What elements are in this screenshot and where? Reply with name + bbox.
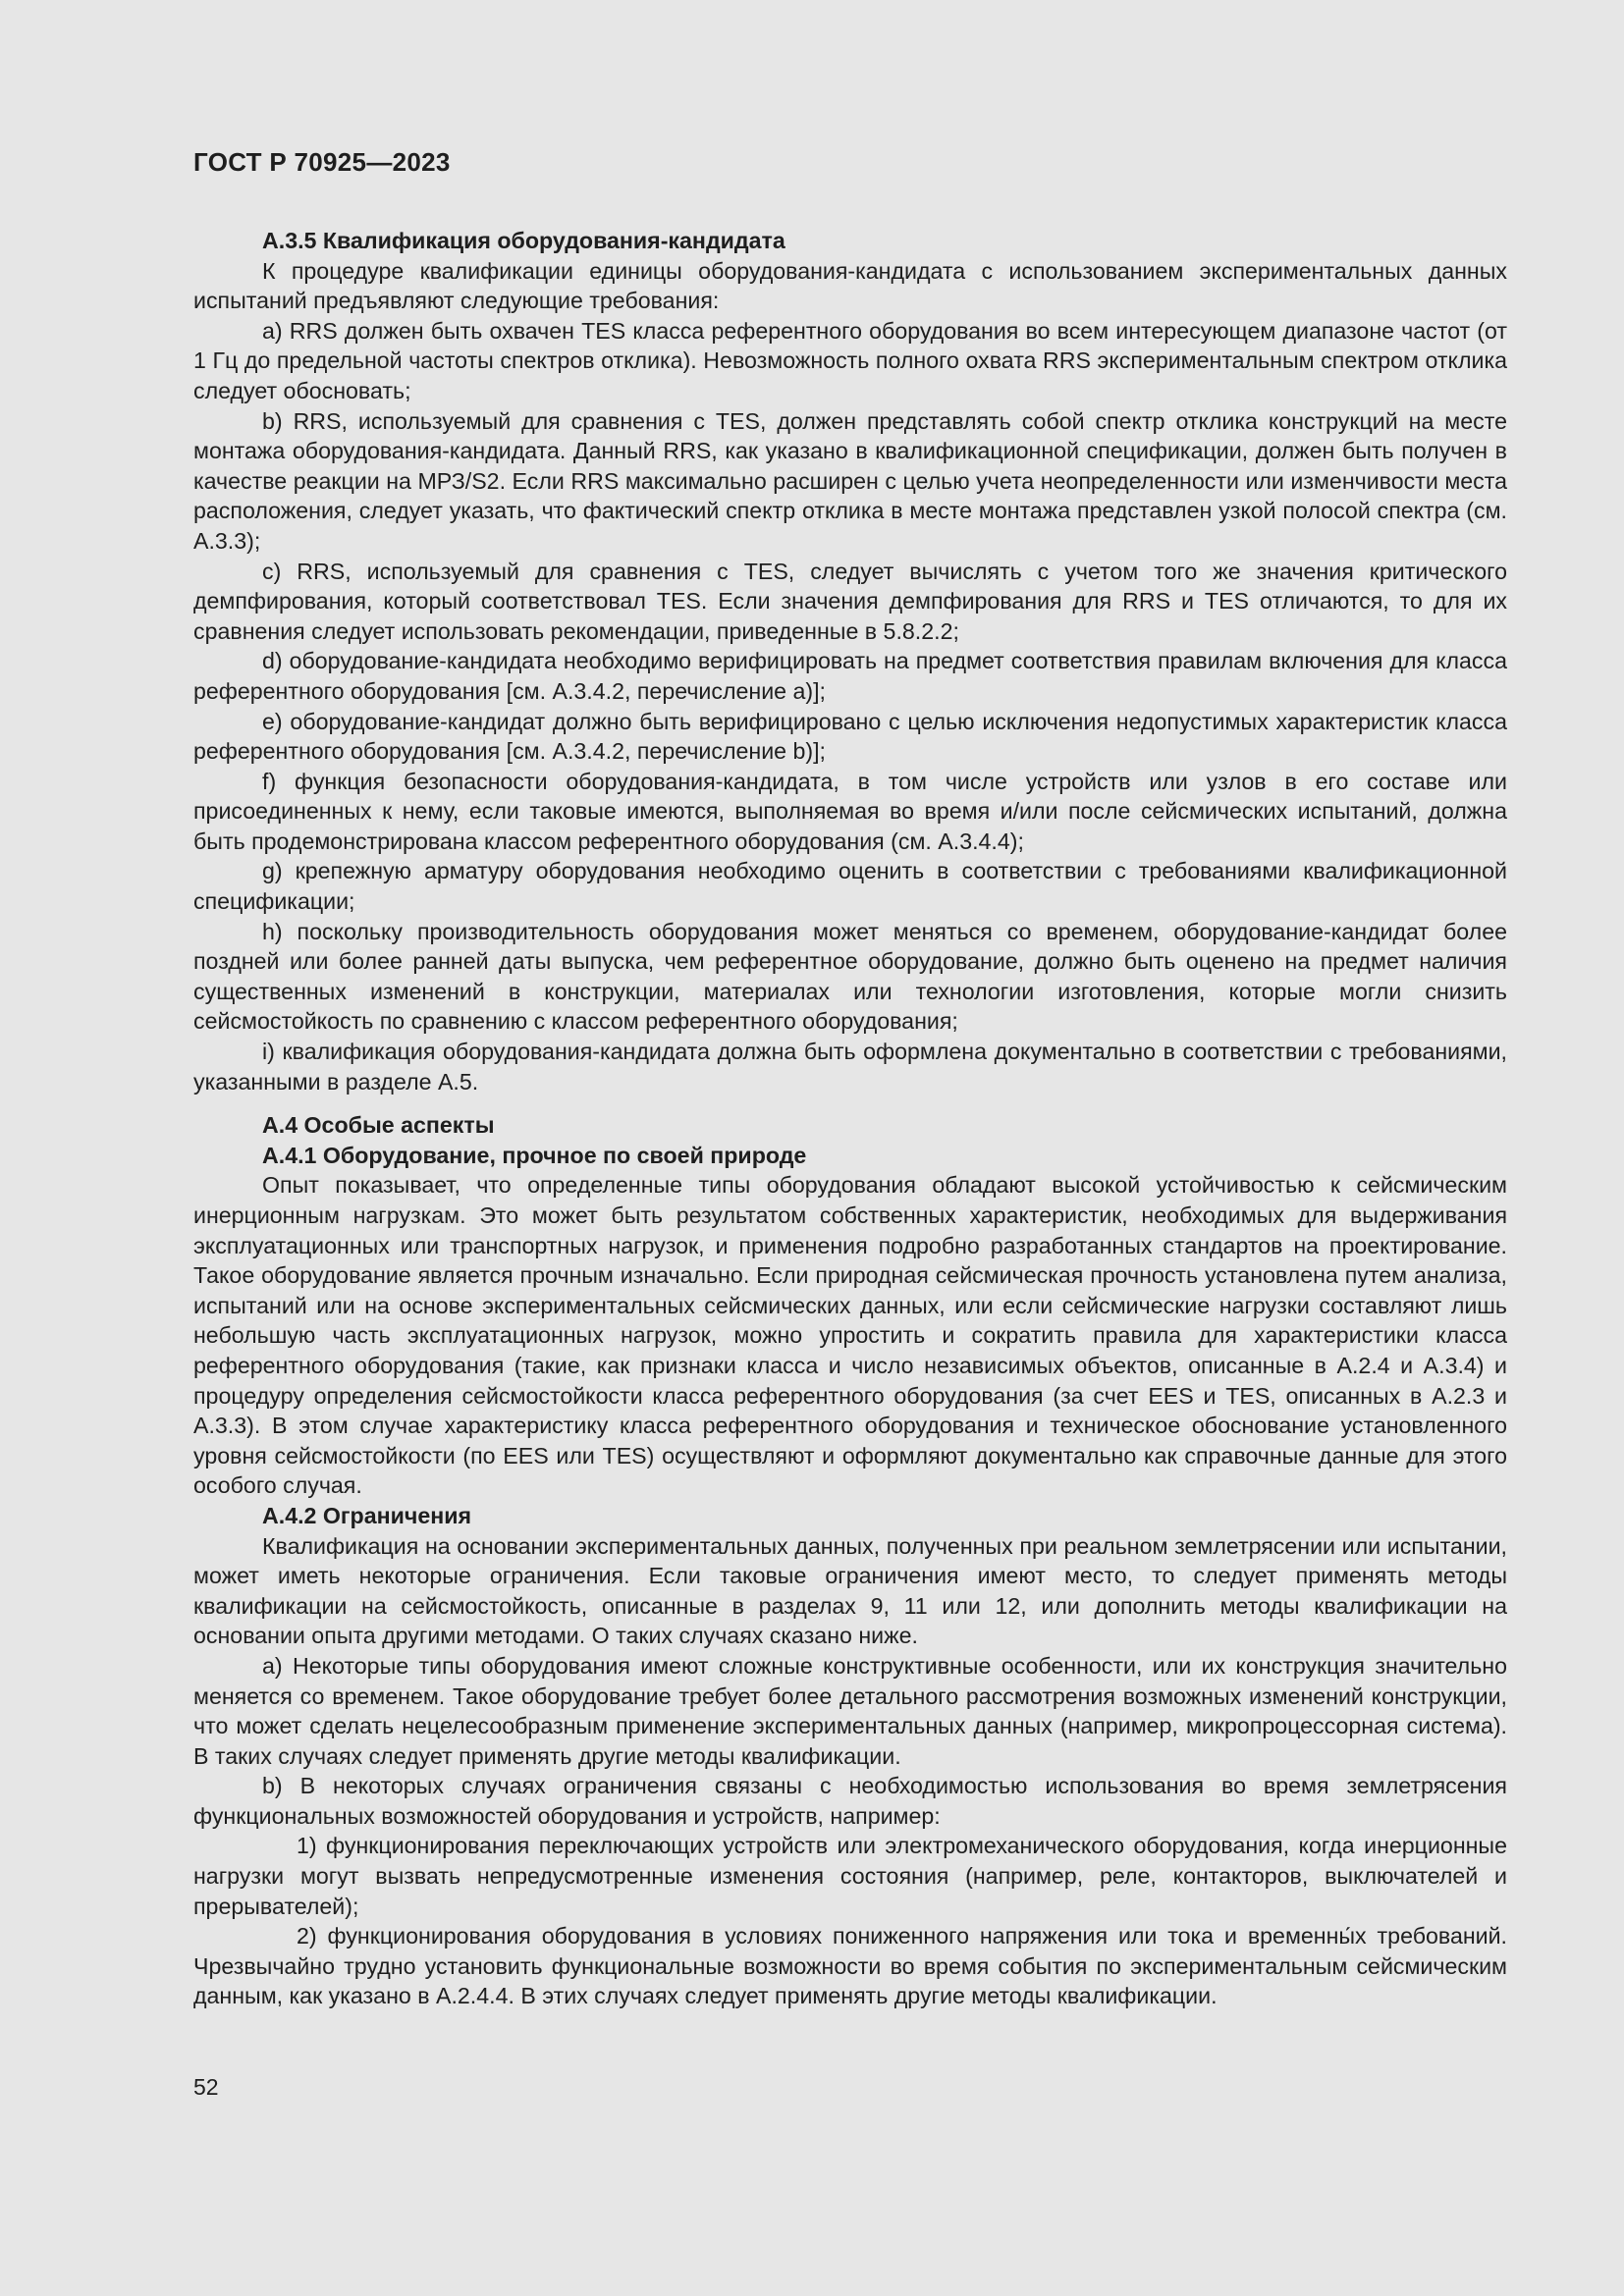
list-item-a42-a: a) Некоторые типы оборудования имеют сложные конструктивные особенности, или их конструкция значительно меняется со временем. Такое оборудование требует более детального рассмотрения возможных изменений конструкции, что может сделать нецелесообразным применение экспериментальных данных (например, микропроцессорная система). В таких случаях следует применять другие методы квалификации. (193, 1652, 1507, 1769)
section-heading-a41: A.4.1 Оборудование, прочное по своей природе (262, 1142, 807, 1168)
paragraph-a41-body: Опыт показывает, что определенные типы оборудования обладают высокой устойчивостью к сейсмическим инерционным нагрузкам. Это может быть результатом собственных характеристик, необходимых для выдерживания эксплуатационных или транспортных нагрузок, и применения подробно разработанных стандартов на проектирование. Такое оборудование является прочным изначально. Если природная сейсмическая прочность установлена путем анализа, испытаний или на основе экспериментальных сейсмических данных, или если сейсмические нагрузки составляют лишь небольшую часть эксплуатационных нагрузок, можно упростить и сократить правила для характеристики класса референтного оборудования (такие, как признаки класса и число независимых объектов, описанные в A.2.4 и A.3.4) и процедуру определения сейсмостойкости класса референтного оборудования (за счет EES и TES, описанных в A.2.3 и A.3.3). В этом случае характеристику класса референтного оборудования и техническое обоснование установленного уровня сейсмостойкости (по EES или TES) осуществляют и оформляют документально как справочные данные для этого особого случая. (193, 1172, 1507, 1499)
list-item-a35-e: e) оборудование-кандидат должно быть верифицировано с целью исключения недопустимых характеристик класса референтного оборудования [см. A.3.4.2, перечисление b)]; (193, 708, 1507, 765)
list-item-a35-a: a) RRS должен быть охвачен TES класса референтного оборудования во всем интересующем диапазоне частот (от 1 Гц до предельной частоты спектров отклика). Невозможность полного охвата RRS экспериментальным спектром отклика следует обосновать; (193, 317, 1507, 403)
list-item-a35-i: i) квалификация оборудования-кандидата должна быть оформлена документально в соответствии с требованиями, указанными в разделе A.5. (193, 1039, 1507, 1095)
paragraph-a35-intro: К процедуре квалификации единицы оборудования-кандидата с использованием экспериментальных данных испытаний предъявляют следующие требования: (193, 257, 1507, 314)
section-heading-a4: A.4 Особые аспекты (262, 1112, 495, 1139)
list-item-a35-f: f) функция безопасности оборудования-кандидата, в том числе устройств или узлов в его составе или присоединенных к нему, если таковые имеются, выполняемая во время и/или после сейсмических испытаний, должна быть продемонстрирована классом референтного оборудования (см. A.3.4.4); (193, 768, 1507, 854)
document-body (193, 226, 1507, 2011)
paragraph-a42-intro: Квалификация на основании экспериментальных данных, полученных при реальном землетрясении или испытании, может иметь некоторые ограничения. Если таковые ограничения имеют место, то следует применять методы квалификации на сейсмостойкость, описанные в разделах 9, 11 или 12, или дополнить методы квалификации на основании опыта другими методами. О таких случаях сказано ниже. (193, 1532, 1507, 1649)
list-item-a35-b: b) RRS, используемый для сравнения с TES, должен представлять собой спектр отклика конструкций на месте монтажа оборудования-кандидата. Данный RRS, как указано в квалификационной спецификации, должен быть получен в качестве реакции на МРЗ/S2. Если RRS максимально расширен с целью учета неопределенности или изменчивости места расположения, следует указать, что фактический спектр отклика в месте монтажа представлен узкой полосой спектра (см. A.3.3); (193, 407, 1507, 554)
document-id-header: ГОСТ Р 70925—2023 (193, 147, 451, 177)
section-heading-a42: A.4.2 Ограничения (262, 1502, 472, 1528)
list-item-a35-h: h) поскольку производительность оборудования может меняться со временем, оборудование-кандидат более поздней или более ранней даты выпуска, чем референтное оборудование, должно быть оценено на предмет наличия существенных изменений в конструкции, материалах или технологии изготовления, которые могли снизить сейсмостойкость по сравнению с классом референтного оборудования; (193, 918, 1507, 1035)
list-subitem-a42-b1: 1) функционирования переключающих устройств или электромеханического оборудования, когда инерционные нагрузки могут вызвать непредусмотренные изменения состояния (например, реле, контакторов, выключателей и прерывателей); (193, 1833, 1507, 1919)
list-item-a35-c: c) RRS, используемый для сравнения с TES, следует вычислять с учетом того же значения критического демпфирования, который соответствовал TES. Если значения демпфирования для RRS и TES отличаются, то для их сравнения следует использовать рекомендации, приведенные в 5.8.2.2; (193, 558, 1507, 644)
list-subitem-a42-b2: 2) функционирования оборудования в условиях пониженного напряжения или тока и временны́х требований. Чрезвычайно трудно установить функциональные возможности во время события по экспериментальным сейсмическим данным, как указано в A.2.4.4. В этих случаях следует применять другие методы квалификации. (193, 1923, 1507, 2009)
list-item-a35-d: d) оборудование-кандидата необходимо верифицировать на предмет соответствия правилам включения для класса референтного оборудования [см. A.3.4.2, перечисление a)]; (193, 648, 1507, 704)
list-item-a35-g: g) крепежную арматуру оборудования необходимо оценить в соответствии с требованиями квалификационной спецификации; (193, 858, 1507, 915)
page-number: 52 (193, 2074, 219, 2100)
list-item-a42-b: b) В некоторых случаях ограничения связаны с необходимостью использования во время землетрясения функциональных возможностей оборудования и устройств, например: (193, 1773, 1507, 1829)
section-heading-a35: A.3.5 Квалификация оборудования-кандидата (262, 228, 785, 253)
